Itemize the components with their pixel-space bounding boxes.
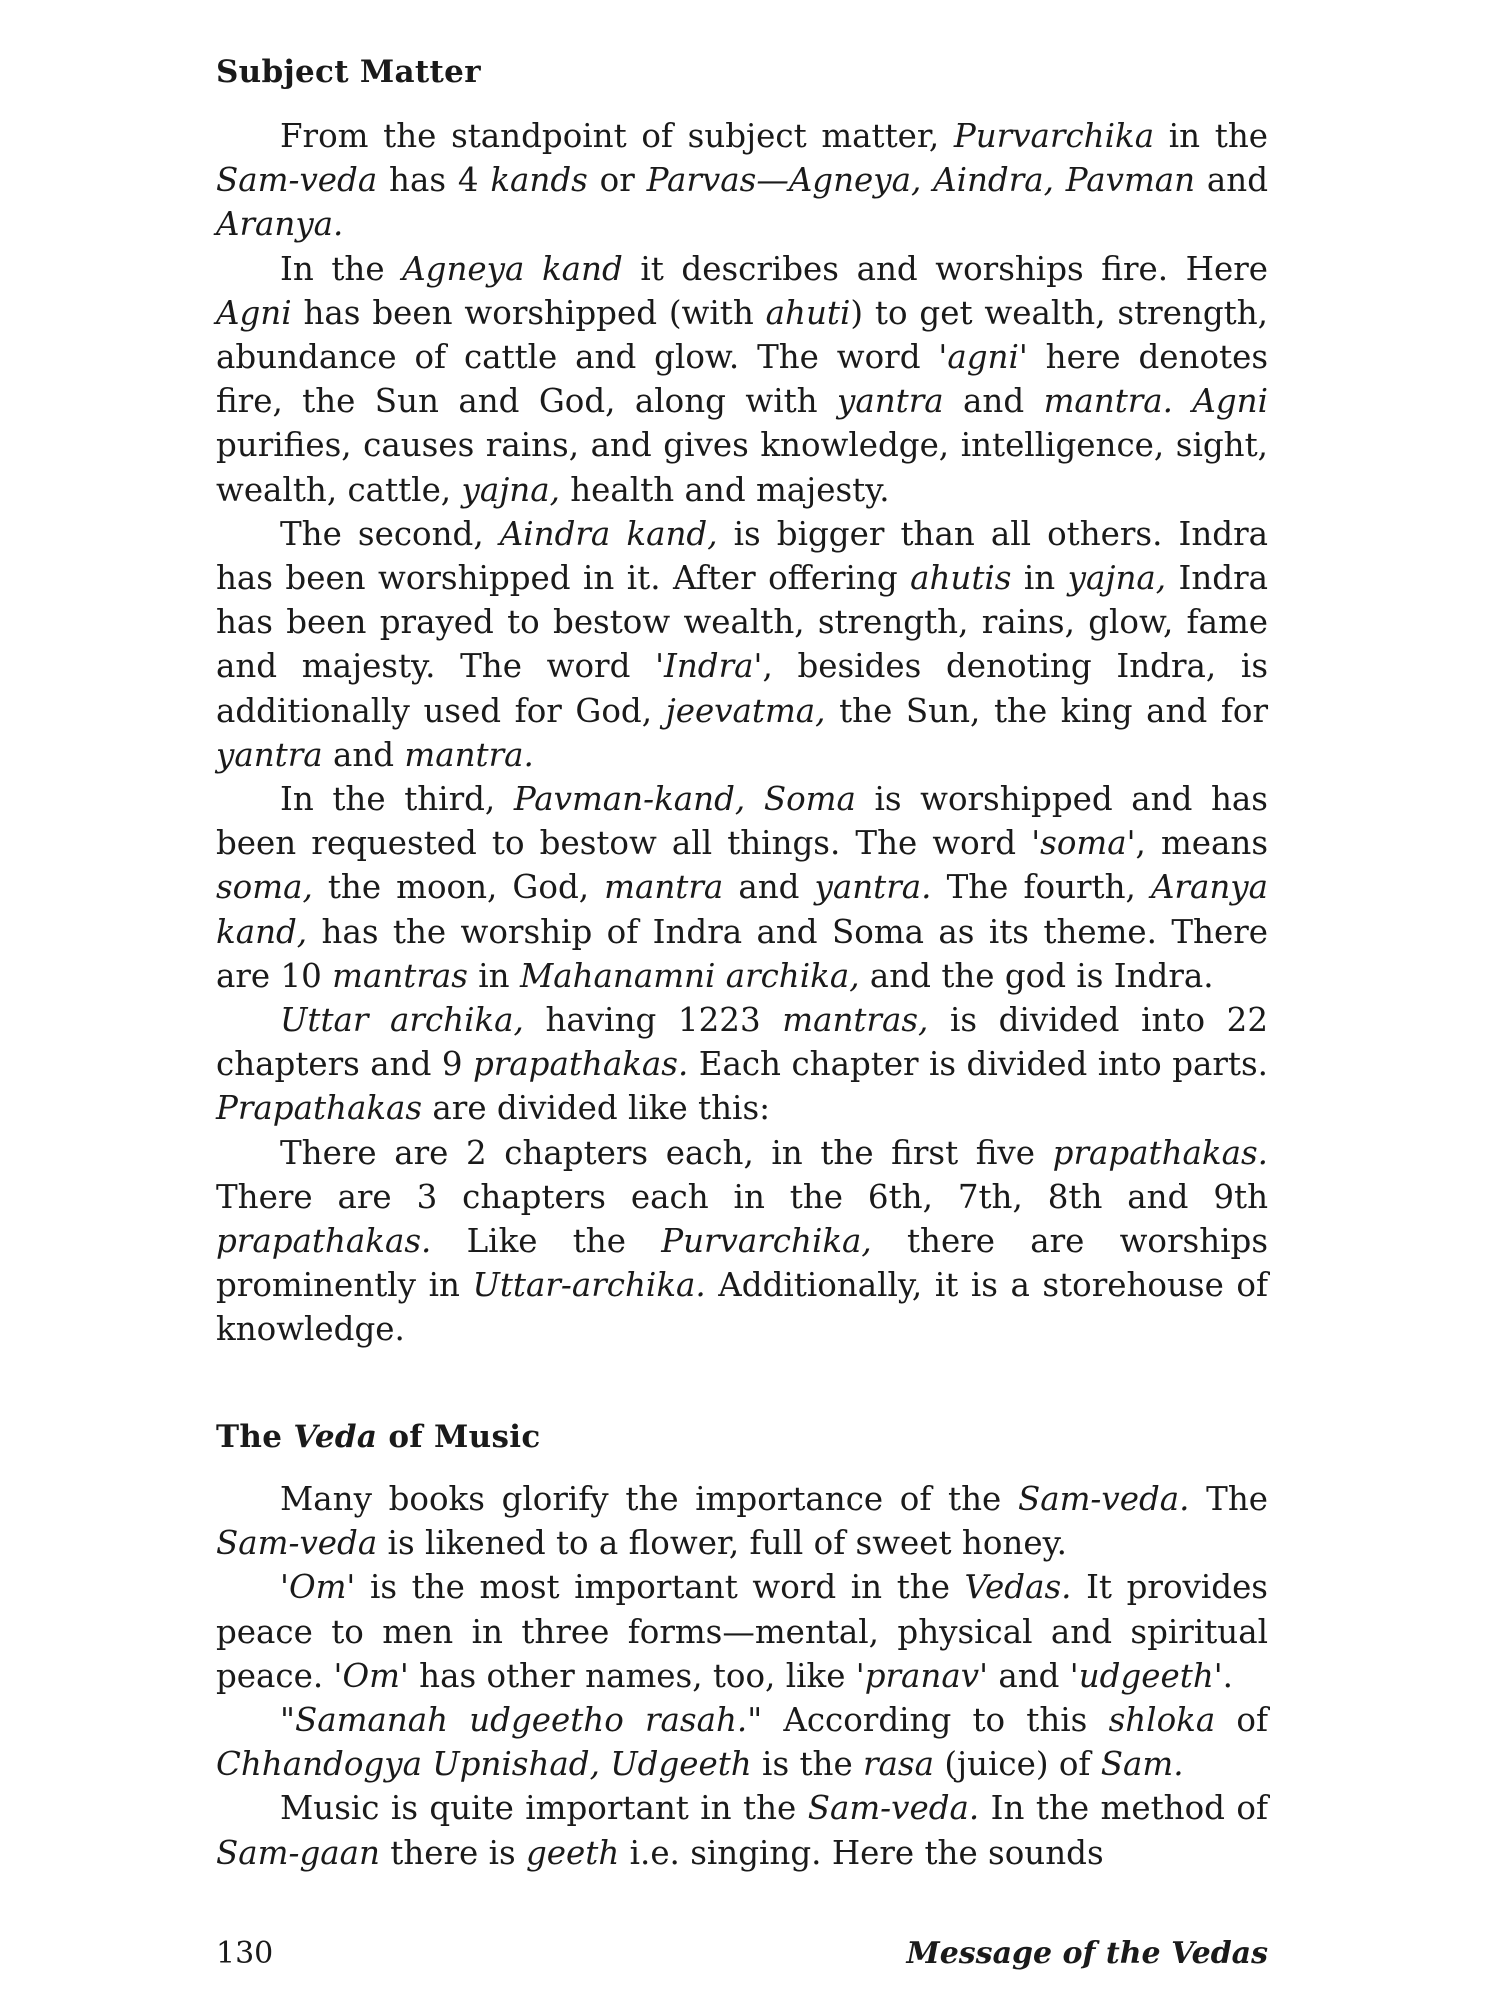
paragraph [216, 1565, 1268, 1698]
text-run: (juice) of [933, 1745, 1101, 1784]
paragraph [216, 1477, 1268, 1565]
text-run: it describes and worships fire. Here [622, 249, 1268, 288]
text-run: there are worships prominently in [216, 1222, 1269, 1305]
italic-text-run: yantra [837, 382, 944, 421]
italic-text-run: Sam-veda. [1017, 1480, 1190, 1518]
italic-text-run: Agneya kand [402, 249, 623, 288]
text-run: in [467, 956, 520, 995]
paragraph [216, 1131, 1268, 1352]
italic-text-run: Agni [216, 293, 292, 332]
text-run: in the [1154, 117, 1269, 155]
paragraph [216, 512, 1268, 777]
text-run: ' here denotes fire, the Sun and God, along with [216, 338, 1268, 421]
italic-text-run: Indra [664, 647, 754, 686]
text-run: ', means [1126, 824, 1268, 863]
paragraph [216, 247, 1268, 512]
text-run: Like the [431, 1222, 662, 1261]
section-1-body [216, 114, 1268, 1352]
italic-text-run: Uttar archika, [280, 1001, 524, 1040]
text-run: '. [1213, 1656, 1234, 1695]
italic-text-run: Om [342, 1656, 400, 1695]
text-run: Music is quite important in the [280, 1789, 808, 1828]
text-run: the Sun, the king and for [825, 691, 1268, 730]
text-run: and [1195, 161, 1269, 200]
italic-text-run: Sam-veda. [807, 1789, 980, 1828]
text-run: has the worship of Indra and Soma as its theme. There are 10 [216, 912, 1268, 995]
text-run: From the standpoint of subject matter, [280, 117, 954, 155]
italic-text-run: pranav [864, 1656, 980, 1695]
italic-text-run: kands [490, 161, 588, 200]
text-run: there is [379, 1833, 526, 1872]
text-run: in [1011, 559, 1068, 598]
text-run: In the third, [280, 780, 514, 819]
section-heading: Subject Matter [216, 54, 481, 90]
text-run: ' and ' [979, 1656, 1079, 1695]
italic-text-run: Vedas. [964, 1568, 1072, 1607]
italic-text-run: mantras [332, 956, 468, 995]
text-run: In the method of [979, 1789, 1268, 1828]
italic-text-run: yantra [216, 735, 323, 774]
text-run: There are 3 chapters each in the 6th, 7th, 8th and 9th [216, 1177, 1268, 1216]
text-run: and [322, 735, 405, 774]
italic-text-run: udgeeth [1078, 1656, 1214, 1695]
section-subject-matter [216, 52, 1268, 92]
paragraph [216, 998, 1268, 1131]
italic-text-run: Pavman-kand, Soma [513, 780, 856, 819]
paragraph [216, 114, 1268, 247]
text-run: and [723, 868, 815, 907]
text-run: " According to this [747, 1701, 1109, 1740]
text-run: Indra has been prayed to bestow wealth, strength, rains, glow, fame and majesty. The word ' [216, 559, 1268, 686]
text-run: Each chapter is divided into parts. [688, 1045, 1268, 1084]
italic-text-run: mantras, [782, 1001, 929, 1040]
text-run: The [1189, 1480, 1268, 1518]
paragraph [216, 1786, 1268, 1874]
italic-text-run: prapathakas. [216, 1222, 432, 1261]
italic-text-run: prapathakas. [472, 1045, 689, 1084]
page-number: 130 [216, 1936, 274, 1971]
italic-text-run: rasa [863, 1745, 934, 1784]
text-run: is likened to a flower, full of sweet honey. [377, 1524, 1067, 1563]
italic-text-run: ahuti [765, 293, 851, 332]
text-run: ' is the most important word in the [346, 1568, 965, 1607]
text-run: has been worshipped (with [291, 293, 766, 332]
page-footer [216, 1936, 1268, 1971]
paragraph [216, 777, 1268, 998]
italic-text-run: Sam. [1100, 1745, 1184, 1784]
text-run: The fourth, [931, 868, 1151, 907]
italic-text-run: agni [947, 338, 1019, 377]
text-run: ' [280, 1568, 289, 1607]
italic-text-run: Aranya kand, [216, 868, 1268, 951]
text-run: purifies, causes rains, and gives knowledge, intelligence, sight, wealth, cattle, [216, 426, 1268, 509]
italic-text-run: jeevatma, [665, 691, 826, 730]
text-run: the moon, God, [312, 868, 605, 907]
italic-text-run: Purvarchika [953, 117, 1155, 155]
section-heading: The Veda of Music [216, 1419, 541, 1455]
italic-text-run: soma, [216, 868, 313, 907]
italic-text-run: mantra [604, 868, 724, 907]
italic-text-run: Aranya. [216, 205, 344, 244]
text-run: i.e. singing. Here the sounds [619, 1833, 1104, 1872]
text-run: Additionally, it is a storehouse of knowledge. [216, 1266, 1268, 1349]
text-run: or [587, 161, 647, 200]
text-run: is bigger than all others. Indra has been worshipped in it. After offering [216, 514, 1269, 598]
text-run: are divided like this: [422, 1089, 771, 1128]
text-run: In the [280, 249, 403, 288]
text-run: There are 2 chapters each, in the first five [280, 1133, 1053, 1172]
italic-text-run: Parvas—Agneya, Aindra, Pavman [646, 161, 1196, 200]
text-run: and [943, 382, 1044, 421]
italic-text-run: soma [1040, 824, 1127, 863]
italic-text-run: Uttar-archika. [472, 1266, 706, 1305]
italic-text-run: geeth [526, 1833, 620, 1872]
text-run: Many books glorify the importance of the [280, 1480, 1018, 1518]
italic-text-run: Sam-gaan [216, 1833, 380, 1872]
section-veda-of-music [216, 1417, 1268, 1457]
italic-text-run: ahutis [910, 559, 1012, 598]
text-run: " [280, 1701, 295, 1740]
italic-text-run: yajna, [461, 470, 560, 509]
section-2-body [216, 1477, 1268, 1875]
italic-text-run: yantra. [814, 868, 932, 907]
running-title: Message of the Vedas [906, 1936, 1268, 1971]
italic-text-run: Om [288, 1568, 347, 1607]
italic-text-run: Mahanamni archika, [519, 956, 860, 995]
italic-text-run: shloka [1108, 1701, 1216, 1740]
text-run: and the god is Indra. [859, 956, 1214, 995]
italic-text-run: Aindra kand, [499, 514, 718, 553]
text-run: is divided into 22 chapters and 9 [216, 1001, 1268, 1084]
text-run: The second, [280, 514, 500, 553]
text-run: has 4 [377, 161, 491, 200]
text-run: ) to get wealth, strength, abundance of cattle and glow. The word ' [216, 293, 1268, 377]
italic-text-run: Sam-veda [216, 161, 378, 200]
text-run: ' has other names, too, like ' [399, 1656, 865, 1695]
italic-text-run: Samanah udgeetho rasah. [294, 1701, 748, 1740]
italic-text-run: mantra. [404, 735, 534, 774]
text-run: of [1215, 1701, 1268, 1740]
text-run: It provides peace to men in three forms—mental, physical and spiritual peace. ' [216, 1568, 1268, 1695]
italic-text-run: prapathakas. [1052, 1133, 1268, 1172]
italic-text-run: mantra. Agni [1043, 382, 1268, 421]
italic-text-run: Prapathakas [216, 1089, 423, 1128]
italic-text-run: yajna, [1067, 559, 1167, 598]
text-run: ', besides denoting Indra, is additionally used for God, [216, 647, 1268, 730]
text-run: is the [751, 1745, 864, 1784]
italic-text-run: Sam-veda [216, 1524, 378, 1563]
text-run: health and majesty. [559, 470, 890, 509]
paragraph [216, 1698, 1268, 1786]
text-run: is worshipped and has been requested to bestow all things. The word ' [216, 780, 1268, 863]
italic-text-run: Chhandogya Upnishad, Udgeeth [216, 1745, 752, 1784]
text-run: having 1223 [523, 1001, 783, 1040]
italic-text-run: Purvarchika, [661, 1222, 872, 1261]
